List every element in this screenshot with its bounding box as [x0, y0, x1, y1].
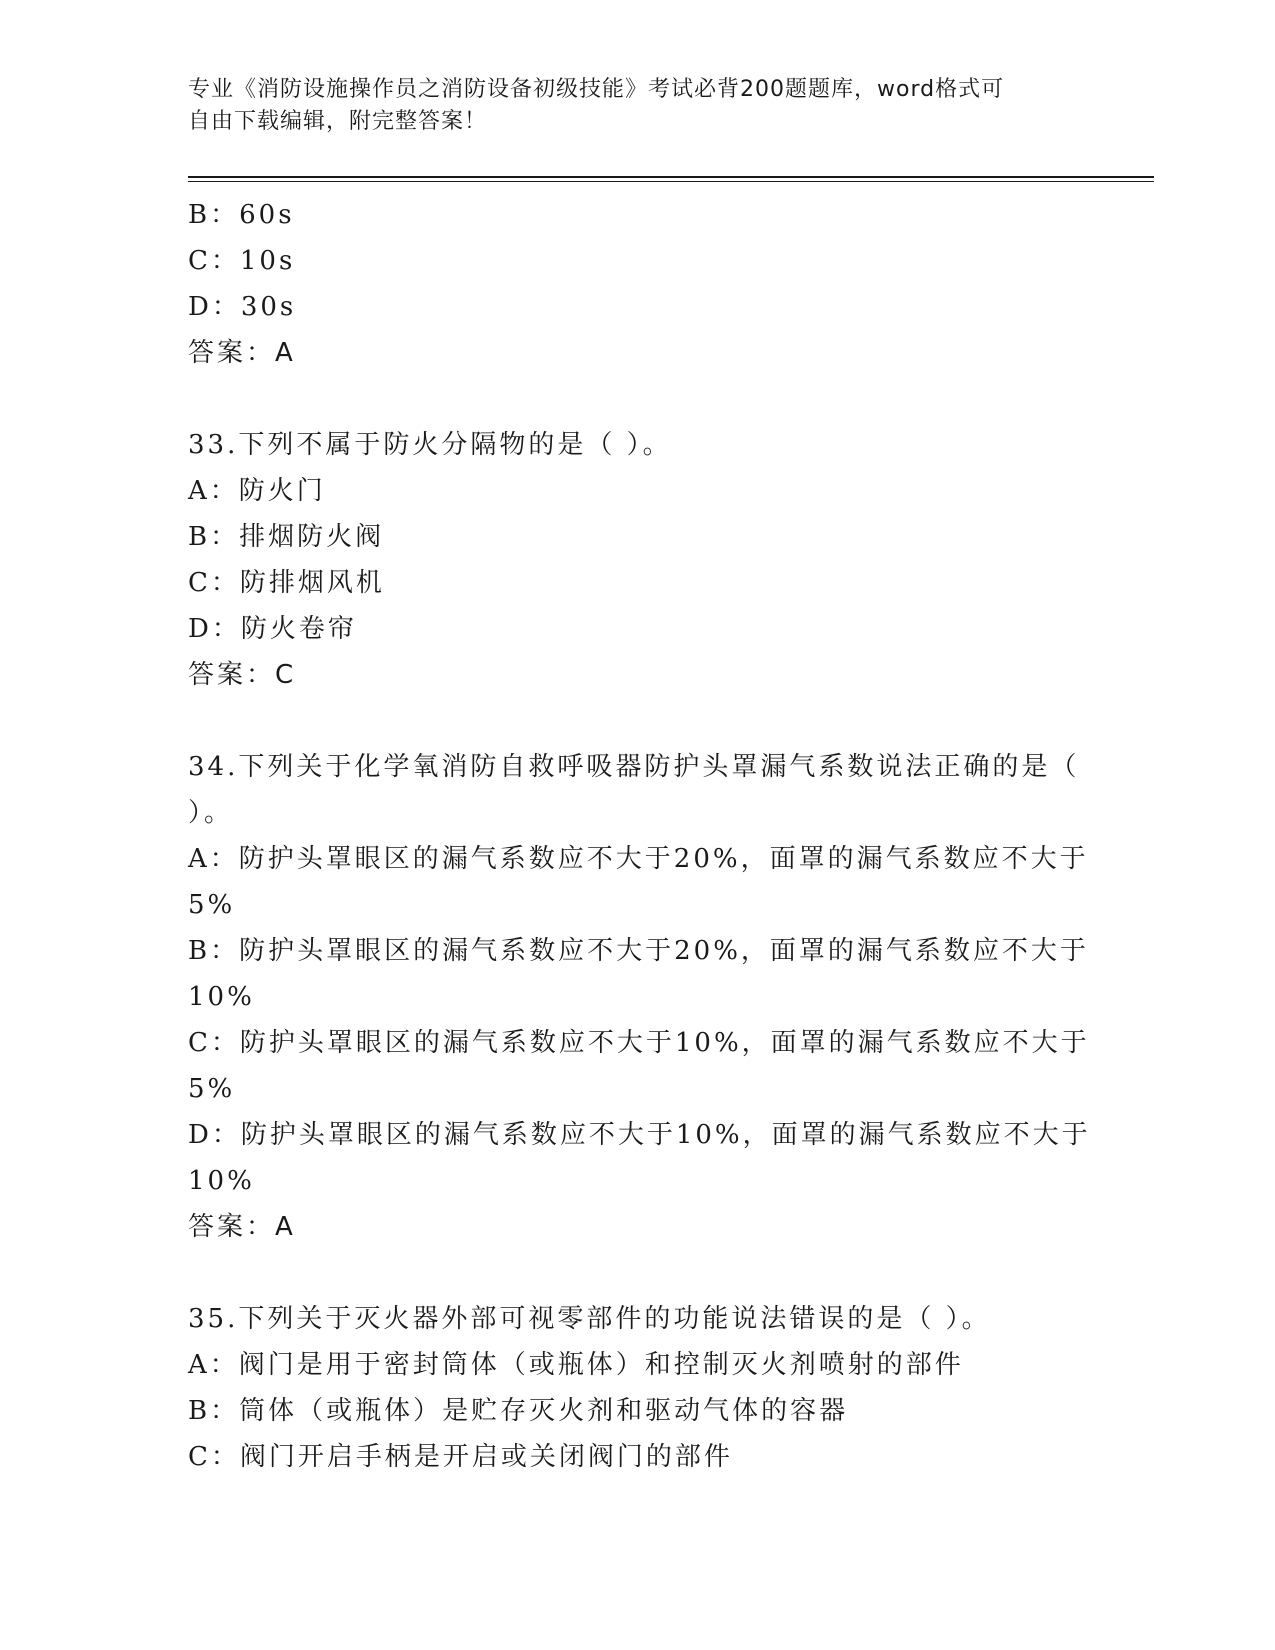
question-text-line-1: 34.下列关于化学氧消防自救呼吸器防护头罩漏气系数说法正确的是（: [188, 752, 1080, 782]
question-text: 33.下列不属于防火分隔物的是（ ）。: [188, 430, 672, 460]
question-text-line-2: ）。: [188, 798, 234, 828]
option-c-line-2: 5%: [188, 1074, 236, 1104]
header-line-2: 自由下载编辑，附完整答案！: [188, 109, 488, 134]
header-line-1: 专业《消防设施操作员之消防设备初级技能》考试必背200题题库，word格式可: [188, 77, 1005, 102]
option-c: C：10s: [188, 246, 296, 276]
option-b: B：排烟防火阀: [188, 522, 385, 552]
option-b: B：筒体（或瓶体）是贮存灭火剂和驱动气体的容器: [188, 1396, 849, 1426]
option-d: D：防火卷帘: [188, 614, 357, 644]
option-b-line-1: B：防护头罩眼区的漏气系数应不大于20%，面罩的漏气系数应不大于: [188, 936, 1089, 966]
question-35: [188, 1296, 1068, 1480]
question-33: [188, 422, 1068, 698]
question-32-tail: [188, 192, 1068, 376]
option-b-line-2: 10%: [188, 982, 255, 1012]
answer: 答案：A: [188, 1212, 296, 1242]
header-rule-thin: [188, 181, 1154, 182]
option-d-line-1: D：防护头罩眼区的漏气系数应不大于10%，面罩的漏气系数应不大于: [188, 1120, 1091, 1150]
option-c-line-1: C：防护头罩眼区的漏气系数应不大于10%，面罩的漏气系数应不大于: [188, 1028, 1090, 1058]
header-rule-thick: [188, 176, 1154, 178]
option-d-line-2: 10%: [188, 1166, 255, 1196]
option-a: A：防火门: [188, 476, 326, 506]
option-b: B：60s: [188, 200, 295, 230]
question-text: 35.下列关于灭火器外部可视零部件的功能说法错误的是（ ）。: [188, 1304, 991, 1334]
spacer: [188, 698, 1068, 744]
option-c: C：阀门开启手柄是开启或关闭阀门的部件: [188, 1442, 733, 1472]
question-34: [188, 744, 1091, 1250]
document-header: [188, 74, 1068, 138]
option-d: D：30s: [188, 292, 297, 322]
option-a: A：阀门是用于密封筒体（或瓶体）和控制灭火剂喷射的部件: [188, 1350, 964, 1380]
option-c: C：防排烟风机: [188, 568, 385, 598]
answer: 答案：A: [188, 338, 296, 368]
option-a-line-1: A：防护头罩眼区的漏气系数应不大于20%，面罩的漏气系数应不大于: [188, 844, 1089, 874]
answer: 答案：C: [188, 660, 297, 690]
spacer: [188, 376, 1068, 422]
question-content: [188, 192, 1091, 1480]
option-a-line-2: 5%: [188, 890, 236, 920]
spacer: [188, 1250, 1068, 1296]
